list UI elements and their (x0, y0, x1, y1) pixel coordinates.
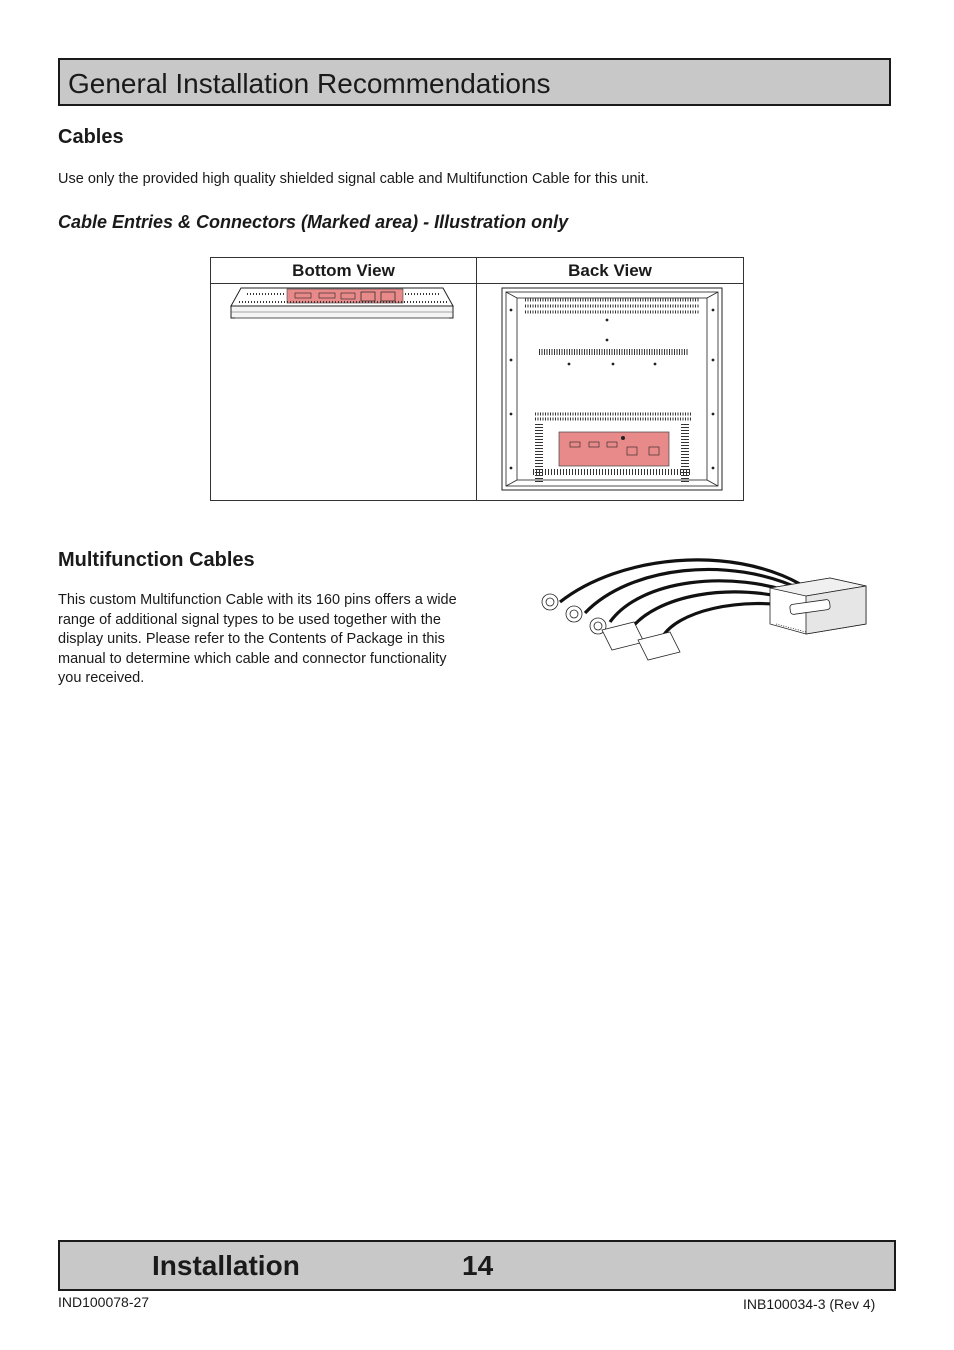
back-view-cell (477, 284, 744, 501)
bottom-view-illustration (211, 284, 476, 495)
back-view-illustration (477, 284, 743, 495)
cables-text: Use only the provided high quality shielded signal cable and Multifunction Cable for this unit. (58, 171, 649, 187)
footer-section: Installation (152, 1250, 300, 1281)
multifunction-text: This custom Multifunction Cable with its 160 pins offers a wide range of additional signal types to be used together with the display units. Please refer to the Contents of Package in this manual to determine which cable and connector functionality you received. (58, 592, 457, 686)
page-footer (58, 1240, 896, 1291)
bottom-view-cell (211, 284, 477, 501)
multifunction-cable-illustration (530, 550, 875, 675)
views-table (210, 257, 744, 501)
bottom-view-header: Bottom View (211, 258, 477, 284)
footer-left-code: IND100078-27 (58, 1294, 150, 1310)
cables-heading: Cables (58, 126, 124, 148)
page-title: General Installation Recommendations (68, 68, 551, 99)
page-header (58, 58, 891, 106)
page-number: 14 (462, 1250, 494, 1281)
footer-right-code: INB100034-3 (Rev 4) (743, 1296, 876, 1312)
back-view-header: Back View (477, 258, 744, 284)
multifunction-heading: Multifunction Cables (58, 549, 255, 571)
connectors-subheading: Cable Entries & Connectors (Marked area) - Illustration only (58, 212, 569, 232)
